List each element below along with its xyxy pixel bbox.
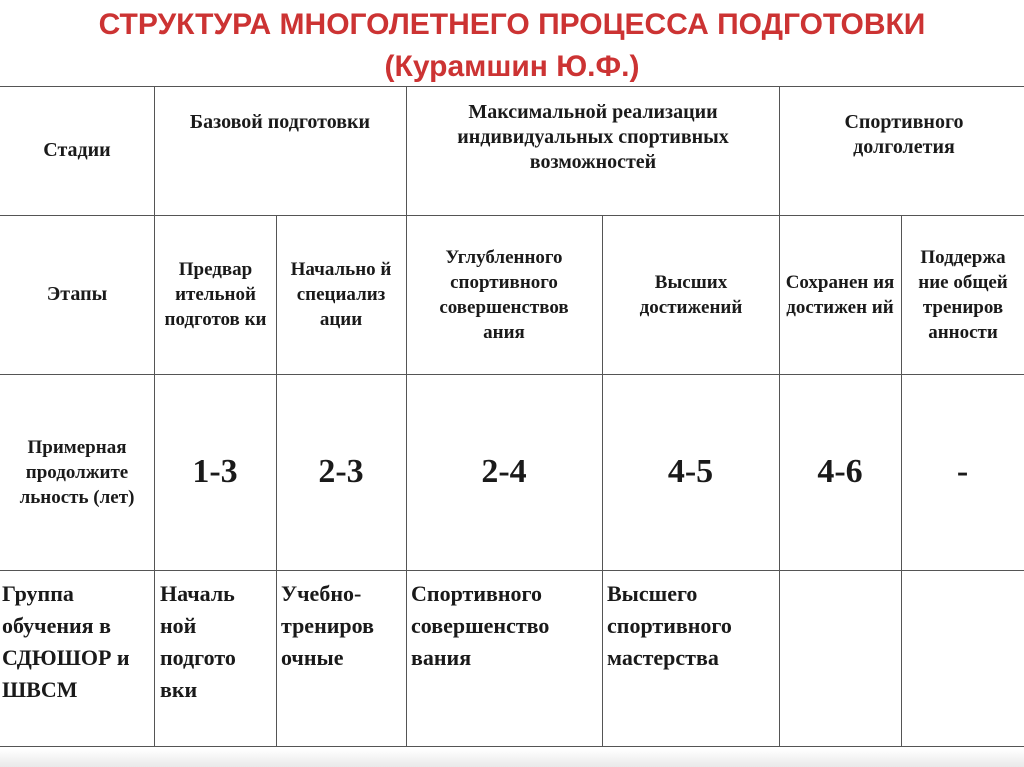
phases-row-label: Этапы xyxy=(46,283,108,305)
structure-table xyxy=(0,86,1024,748)
phase-initial-specialization: Начально й специализ ации xyxy=(290,259,392,330)
stage-longevity: Спортивного долголетия xyxy=(844,111,964,158)
group-value: Спортивного совершенство вания xyxy=(411,581,550,670)
page-bottom-shadow xyxy=(0,749,1024,767)
group-value: Высшего спортивного мастерства xyxy=(607,581,732,670)
duration-value: 4-5 xyxy=(667,453,714,490)
duration-value: 2-3 xyxy=(318,453,364,490)
title-line-2: (Курамшин Ю.Ф.) xyxy=(384,50,640,83)
duration-row-label: Примерная продолжите льность (лет) xyxy=(19,436,135,508)
stage-basic: Базовой подготовки xyxy=(189,111,371,133)
duration-value: 1-3 xyxy=(192,453,238,490)
group-value xyxy=(784,578,898,746)
group-value: Учебно-трениров очные xyxy=(281,581,374,670)
phase-preliminary: Предвар ительной подготов ки xyxy=(164,259,267,330)
group-row-label: Группа обучения в СДЮШОР и ШВСМ xyxy=(2,581,130,702)
stage-max-realization: Максимальной реализации индивидуальных спортивных возможностей xyxy=(457,101,729,173)
duration-value: - xyxy=(956,453,969,490)
group-value xyxy=(906,578,1020,746)
phase-maintaining-fitness: Поддержа ние общей трениров анности xyxy=(918,246,1008,343)
phase-preserving-achievements: Сохранен ия достижен ий xyxy=(785,271,895,318)
phase-advanced-improvement: Углубленного спортивного совершенствов ания xyxy=(439,246,569,343)
phase-highest-achievements: Высших достижений xyxy=(639,271,743,318)
title-line-1: СТРУКТУРА МНОГОЛЕТНЕГО ПРОЦЕССА ПОДГОТОВКИ xyxy=(98,8,926,41)
duration-value: 4-6 xyxy=(817,453,863,490)
group-value: Началь ной подгото вки xyxy=(160,581,236,702)
duration-value: 2-4 xyxy=(481,453,527,490)
stages-row-label: Стадии xyxy=(43,139,111,161)
